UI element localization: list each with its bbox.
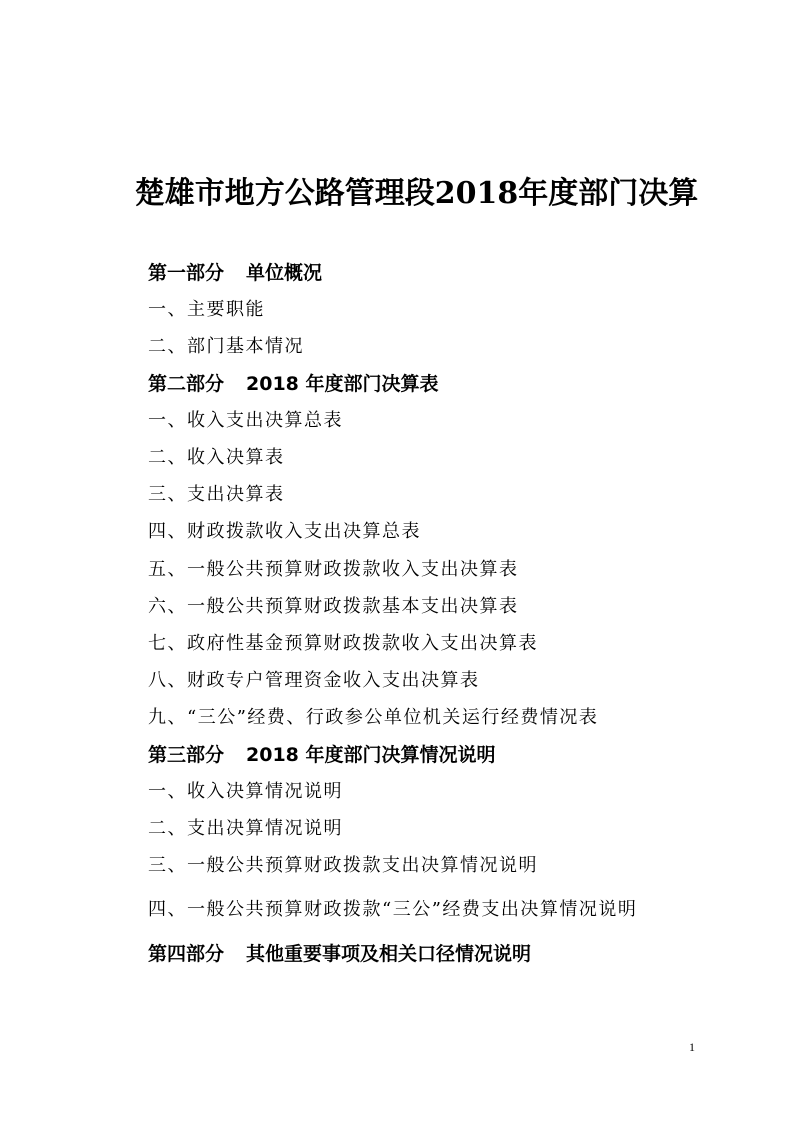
toc-item: 二、支出决算情况说明 (148, 818, 343, 839)
toc-item: 五、一般公共预算财政拨款收入支出决算表 (148, 559, 519, 580)
toc-item: 六、一般公共预算财政拨款基本支出决算表 (148, 596, 519, 617)
toc-part-label: 第二部分 (148, 373, 225, 395)
toc-part-title: 单位概况 (246, 262, 323, 284)
document-title: 楚雄市地方公路管理段2018年度部门决算 (134, 176, 699, 211)
toc-item: 一、收入决算情况说明 (148, 781, 343, 802)
toc-part-title: 2018 年度部门决算表 (246, 373, 439, 395)
toc-item: 二、部门基本情况 (148, 336, 304, 357)
toc-part-label: 第一部分 (148, 262, 225, 284)
toc-part-1 (148, 259, 322, 287)
page-number: 1 (689, 1040, 695, 1054)
toc-part-4 (148, 940, 531, 968)
toc-item: 九、“三公”经费、行政参公单位机关运行经费情况表 (148, 707, 599, 728)
toc-part-3 (148, 741, 496, 769)
toc-item: 四、一般公共预算财政拨款“三公”经费支出决算情况说明 (148, 899, 638, 920)
toc-item: 二、收入决算表 (148, 447, 285, 468)
toc-part-title: 2018 年度部门决算情况说明 (246, 744, 496, 766)
toc-item: 四、财政拨款收入支出决算总表 (148, 521, 421, 542)
toc-part-label: 第四部分 (148, 943, 225, 965)
toc-part-title: 其他重要事项及相关口径情况说明 (246, 943, 532, 965)
toc-item: 七、政府性基金预算财政拨款收入支出决算表 (148, 633, 538, 654)
toc-part-label: 第三部分 (148, 744, 225, 766)
toc-item: 三、一般公共预算财政拨款支出决算情况说明 (148, 855, 538, 876)
toc-item: 三、支出决算表 (148, 484, 285, 505)
toc-part-2 (148, 370, 439, 398)
toc-item: 八、财政专户管理资金收入支出决算表 (148, 670, 480, 691)
toc-item: 一、收入支出决算总表 (148, 410, 343, 431)
toc-item: 一、主要职能 (148, 299, 265, 320)
